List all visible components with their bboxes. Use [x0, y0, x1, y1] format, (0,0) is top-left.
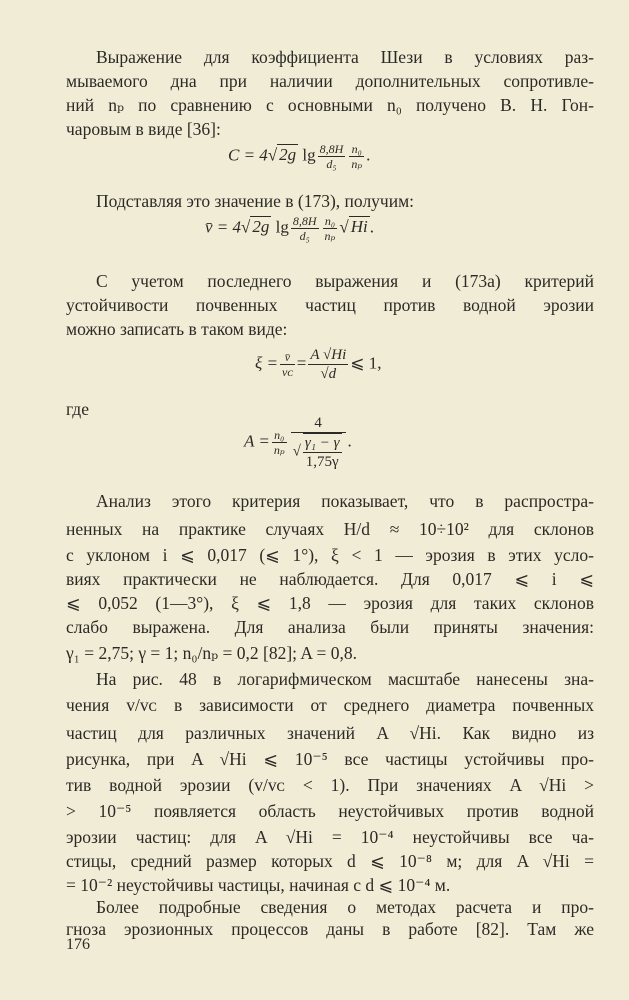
- page-number: 176: [66, 936, 90, 953]
- fraction: $\frac{\text{γ₁ − γ}}{1,75\gamma}$: [304, 435, 340, 470]
- fraction: $\frac{8,8H}{\text{d₅}}$: [319, 142, 344, 171]
- formula-chezy: C = 4√ 2g lg $\frac{8,8H}{\text{d₅}}$ $\frac{\text{n₀}}{\text{nₚ}}$ .: [228, 142, 371, 171]
- text-line: можно записать в таком виде:: [66, 319, 288, 339]
- text-line: виях практически не наблюдается. Для 0,017 ⩽ i ⩽: [66, 569, 594, 589]
- lg-operator: lg: [302, 145, 316, 165]
- text-line: ненных на практике случаях H/d ≈ 10÷10² для склонов: [66, 519, 594, 539]
- sqrt-sign: √: [267, 145, 278, 165]
- sqrt-sign: √: [339, 217, 349, 237]
- text-line: слабо выражена. Для анализа были приняты значения:: [66, 617, 594, 637]
- sqrt-sign: √: [292, 443, 301, 460]
- fraction: $\frac{\text{n₀}}{\text{nₚ}}$: [351, 142, 363, 171]
- fraction: $\frac{v̄}{\text{vᴄ}}$: [282, 350, 293, 379]
- fraction: $\frac{\text{n₀}}{\text{nₚ}}$: [324, 214, 336, 243]
- formula-velocity: v̄ = 4√ 2g lg $\frac{8,8H}{\text{d₅}}$ $\frac{\text{n₀}}{\text{nₚ}}$ √ Hi .: [205, 214, 374, 243]
- fraction: $\frac{A √Hi}{√d}$: [310, 347, 347, 382]
- formula-lhs: C = 4: [228, 145, 268, 165]
- formula-A: A = $\frac{\text{n₀}}{\text{nₚ}}$ 4 √ $\frac{\text{γ₁ − γ}}{1,75\gamma}$ .: [244, 415, 352, 470]
- text-line: γ₁ = 2,75; γ = 1; n₀/nₚ = 0,2 [82]; A = 0,8.: [66, 643, 357, 663]
- fraction: 4 √ $\frac{\text{γ₁ − γ}}{1,75\gamma}$: [291, 414, 346, 471]
- text-line: тив водной эрозии (v/vᴄ < 1). При значениях A √Hi >: [66, 775, 594, 795]
- fraction: $\frac{\text{n₀}}{\text{nₚ}}$: [273, 428, 285, 457]
- text-line: с уклоном i ⩽ 0,017 (⩽ 1°), ξ < 1 — эрозия в этих усло-: [66, 545, 594, 565]
- text-line: гноза эрозионных процессов даны в работе [82]. Там же: [66, 919, 594, 939]
- formula-criterion: ξ = $\frac{v̄}{\text{vᴄ}}$ = $\frac{A √Hi}{√d}$ ⩽ 1,: [255, 347, 382, 382]
- text-line: Подставляя это значение в (173), получим:: [96, 191, 415, 211]
- text-line: Более подробные сведения о методах расчета и про-: [96, 897, 594, 917]
- text-line: стицы, средний размер которых d ⩽ 10⁻⁸ м; для A √Hi =: [66, 851, 594, 871]
- text-line: устойчивости почвенных частиц против водной эрозии: [66, 295, 594, 315]
- text-line: > 10⁻⁵ появляется область неустойчивых против водной: [66, 801, 594, 821]
- text-line: ний nₚ по сравнению с основными n₀ получено В. Н. Гон-: [66, 95, 594, 115]
- text-line: частиц для различных значений A √Hi. Как видно из: [66, 723, 594, 743]
- sqrt-sign: √: [241, 217, 251, 237]
- fraction: $\frac{8,8H}{\text{d₅}}$: [292, 214, 317, 243]
- text-line: чаровым в виде [36]:: [66, 119, 221, 139]
- text-line: Анализ этого критерия показывает, что в распростра-: [96, 491, 594, 511]
- text-line: рисунка, при A √Hi ⩽ 10⁻⁵ все частицы устойчивы про-: [66, 749, 594, 769]
- text-line: где: [66, 399, 89, 419]
- text-line: = 10⁻² неустойчивы частицы, начиная с d ⩽ 10⁻⁴ м.: [66, 875, 451, 895]
- text-line: чения v/vᴄ в зависимости от среднего диаметра почвенных: [66, 695, 594, 715]
- text-line: С учетом последнего выражения и (173а) критерий: [96, 271, 594, 291]
- text-line: эрозии частиц: для A √Hi = 10⁻⁴ неустойчивы все ча-: [66, 827, 594, 847]
- text-line: ⩽ 0,052 (1—3°), ξ ⩽ 1,8 — эрозия для таких склонов: [66, 593, 594, 613]
- text-line: Выражение для коэффициента Шези в условиях раз-: [96, 47, 594, 67]
- text-line: мываемого дна при наличии дополнительных сопротивле-: [66, 71, 594, 91]
- text-line: На рис. 48 в логарифмическом масштабе нанесены зна-: [96, 669, 594, 689]
- radicand: 2g: [279, 145, 297, 165]
